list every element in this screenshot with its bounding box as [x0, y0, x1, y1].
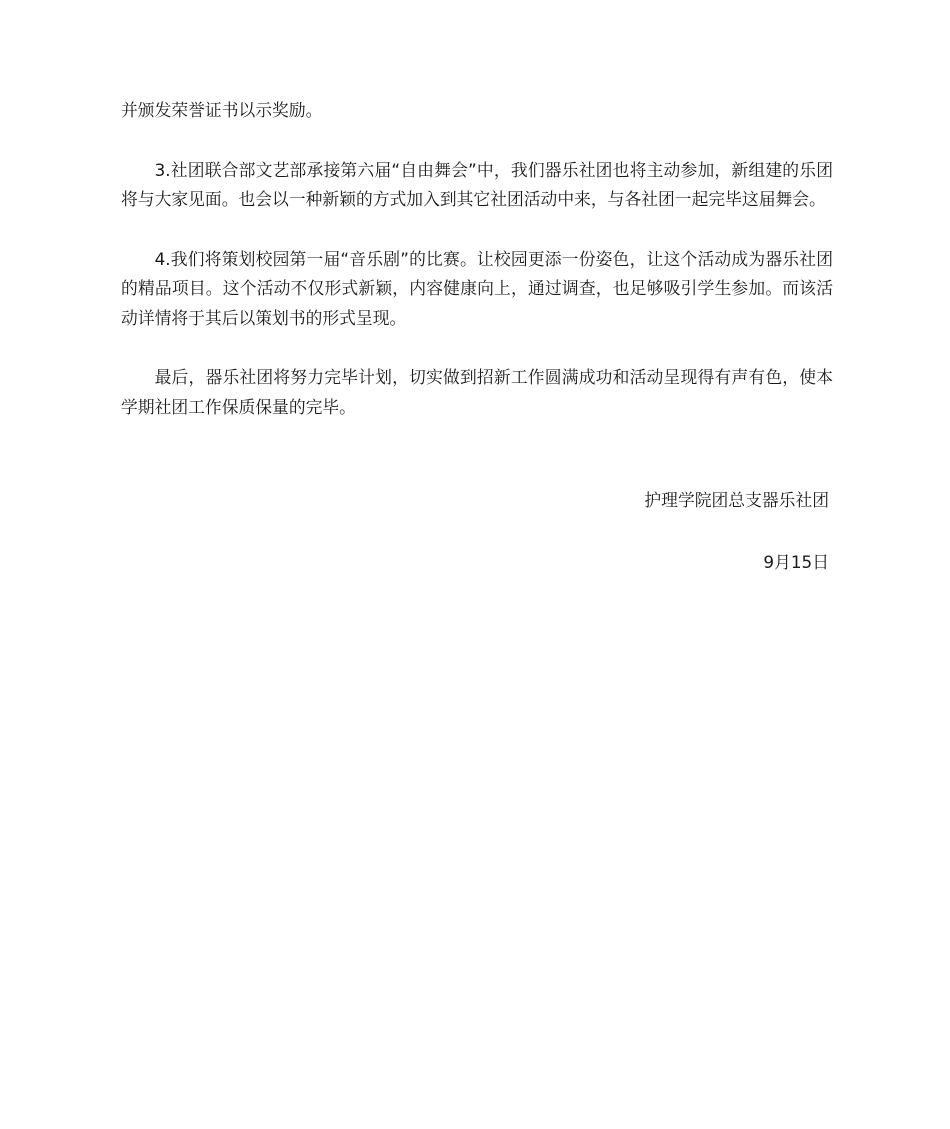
signature-organization: 护理学院团总支器乐社团	[644, 490, 829, 510]
paragraph-item-3: 3.社团联合部文艺部承接第六届“自由舞会”中，我们器乐社团也将主动参加，新组建的乐团将与大家见面。也会以一种新颖的方式加入到其它社团活动中来，与各社团一起完毕这届舞会。	[121, 159, 833, 209]
paragraph-conclusion: 最后，器乐社团将努力完毕计划，切实做到招新工作圆满成功和活动呈现得有声有色，使本学期社团工作保质保量的完毕。	[121, 367, 833, 417]
paragraph-award-continuation: 并颁发荣誉证书以示奖励。	[121, 100, 323, 120]
document-body	[121, 96, 833, 452]
paragraph-item-4: 4.我们将策划校园第一届“音乐剧”的比赛。让校园更添一份姿色，让这个活动成为器乐社团的精品项目。这个活动不仅形式新颖，内容健康向上，通过调查，也足够吸引学生参加。而该活动详情将于其后以策划书的形式呈现。	[121, 248, 833, 328]
signature-date: 9月15日	[763, 552, 829, 572]
